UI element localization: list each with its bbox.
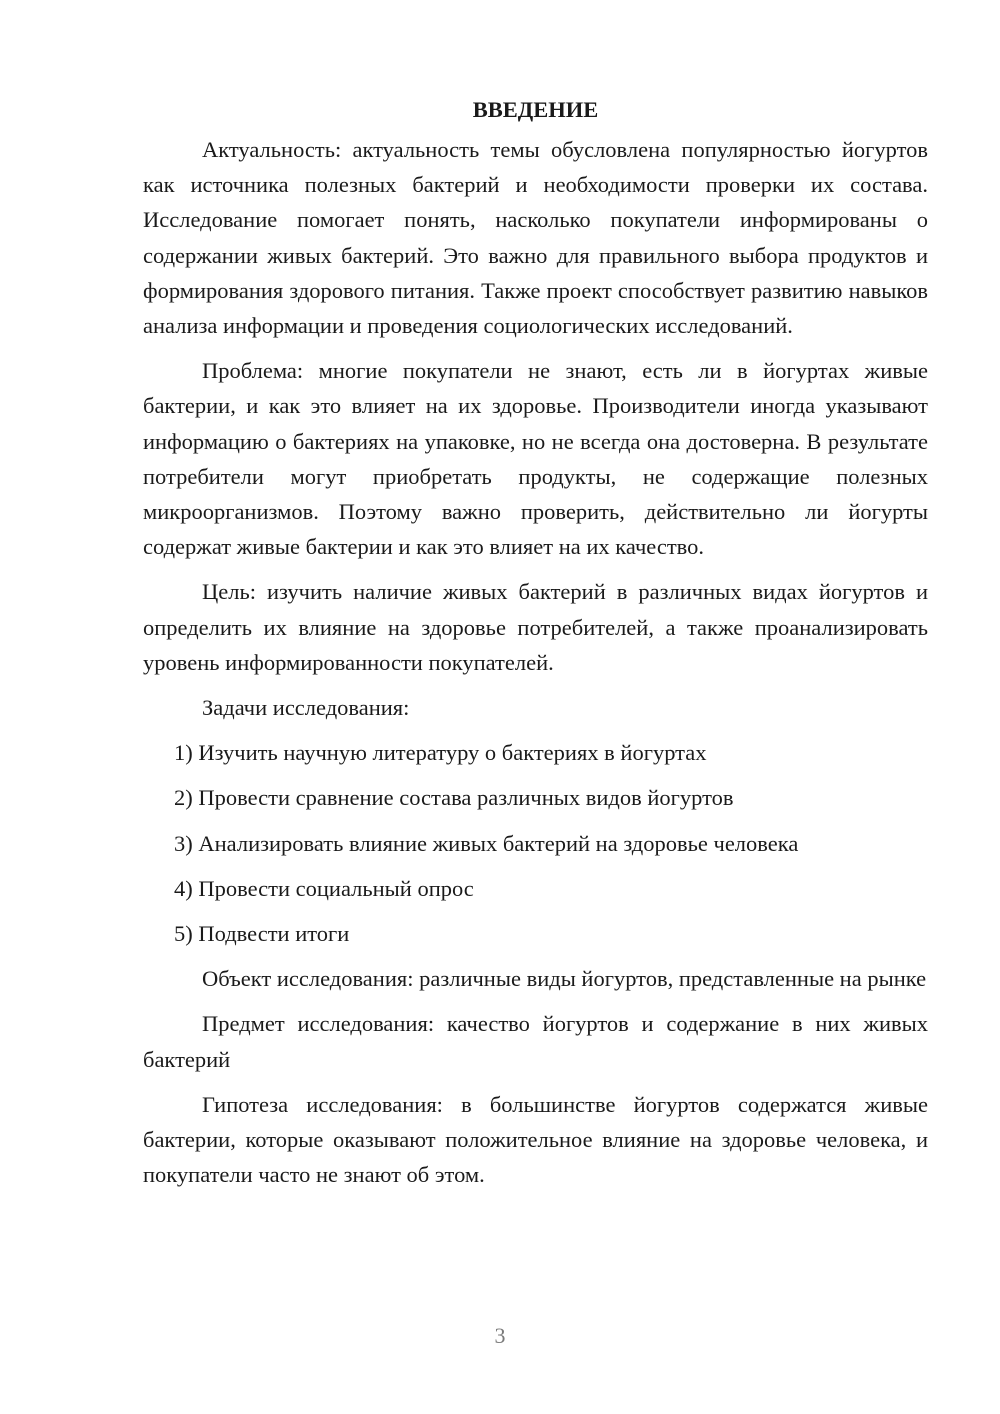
page-number: 3	[494, 1323, 506, 1348]
tasks-list	[143, 735, 928, 951]
relevance-paragraph: Актуальность: актуальность темы обусловлена популярностью йогуртов как источника полезных бактерий и необходимости проверки их состава. Исследование помогает понять, насколько покупатели информированы о содержании живых бактерий. Это важно для правильного выбора продуктов и формирования здорового питания. Также проект способствует развитию навыков анализа информации и проведения социологических исследований.	[143, 137, 928, 339]
section-heading: ВВЕДЕНИЕ	[472, 97, 599, 122]
task-item: 2) Провести сравнение состава различных видов йогуртов	[174, 785, 734, 811]
hypothesis-paragraph: Гипотеза исследования: в большинстве йогуртов содержатся живые бактерии, которые оказывают положительное влияние на здоровье человека, и покупатели часто не знают об этом.	[143, 1091, 928, 1188]
tasks-heading: Задачи исследования:	[202, 695, 410, 721]
task-item: 1) Изучить научную литературу о бактериях в йогуртах	[174, 740, 707, 766]
problem-paragraph: Проблема: многие покупатели не знают, есть ли в йогуртах живые бактерии, и как это влияет на их здоровье. Производители иногда указывают информацию о бактериях на упаковке, но не всегда она достоверна. В результате потребители могут приобретать продукты, не содержащие полезных микроорганизмов. Поэтому важно проверить, действительно ли йогурты содержат живые бактерии и как это влияет на их качество.	[143, 358, 928, 560]
subject-paragraph: Предмет исследования: качество йогуртов и содержание в них живых бактерий	[143, 1011, 928, 1072]
goal-paragraph: Цель: изучить наличие живых бактерий в различных видах йогуртов и определить их влияние на здоровье потребителей, а также проанализировать уровень информированности покупателей.	[143, 579, 928, 675]
task-item: 4) Провести социальный опрос	[174, 875, 474, 901]
object-paragraph: Объект исследования: различные виды йогуртов, представленные на рынке	[202, 966, 927, 992]
task-item: 5) Подвести итоги	[174, 921, 350, 947]
task-item: 3) Анализировать влияние живых бактерий на здоровье человека	[174, 830, 799, 856]
document-page	[143, 92, 928, 1192]
